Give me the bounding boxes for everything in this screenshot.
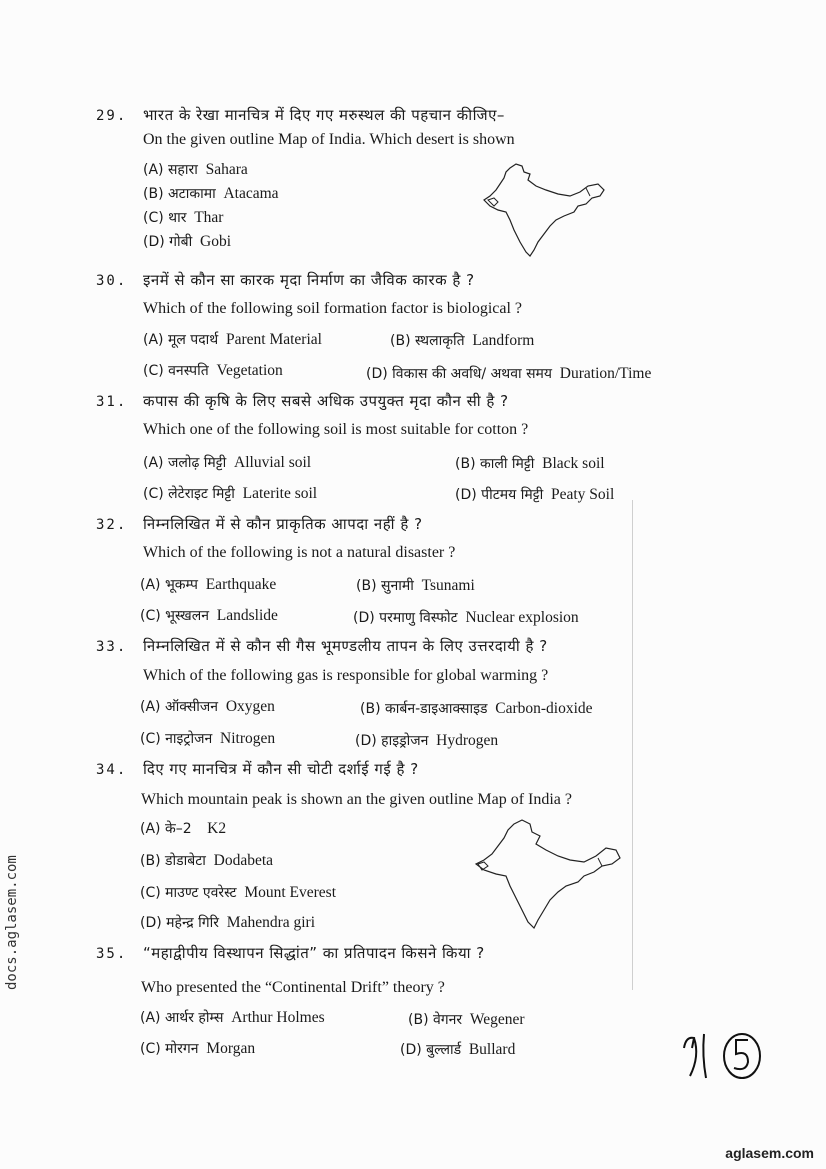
q34-option-c: (C) माउण्ट एवरेस्ट Mount Everest	[140, 884, 337, 901]
question-32-number: 32.	[96, 517, 128, 533]
question-34-hindi: दिए गए मानचित्र में कौन सी चोटी दर्शाई गई है ?	[143, 760, 419, 778]
question-33-english: Which of the following gas is responsible for global warming ?	[143, 667, 549, 684]
question-32-english: Which of the following is not a natural disaster ?	[143, 544, 456, 561]
question-30-english: Which of the following soil formation factor is biological ?	[143, 300, 523, 317]
scan-artifact-line	[632, 500, 633, 990]
q30-option-c: (C) वनस्पति Vegetation	[143, 362, 283, 379]
q31-option-a: (A) जलोढ़ मिट्टी Alluvial soil	[143, 454, 312, 471]
question-35-hindi: “महाद्वीपीय विस्थापन सिद्धांत” का प्रतिपादन किसने किया ?	[143, 944, 485, 962]
question-31-hindi: कपास की कृषि के लिए सबसे अधिक उपयुक्त मृदा कौन सी है ?	[143, 392, 509, 410]
question-30-hindi: इनमें से कौन सा कारक मृदा निर्माण का जैविक कारक है ?	[143, 271, 475, 289]
q29-option-c: (C) थार Thar	[143, 209, 224, 226]
q34-option-a: (A) के–2 K2	[140, 820, 227, 837]
question-29-number: 29.	[96, 108, 128, 124]
question-35-english: Who presented the “Continental Drift” theory ?	[141, 979, 445, 996]
question-31-english: Which one of the following soil is most suitable for cotton ?	[143, 421, 529, 438]
question-34-english: Which mountain peak is shown an the given outline Map of India ?	[141, 791, 573, 808]
q32-option-c: (C) भूस्खलन Landslide	[140, 607, 278, 624]
india-outline-map-peak	[470, 818, 630, 930]
question-32-hindi: निम्नलिखित में से कौन प्राकृतिक आपदा नहीं है ?	[143, 515, 423, 533]
q35-option-c: (C) मोरगन Morgan	[140, 1040, 256, 1057]
india-outline-map-desert	[480, 160, 625, 260]
q30-option-a: (A) मूल पदार्थ Parent Material	[143, 331, 322, 348]
q34-option-b: (B) डोडाबेटा Dodabeta	[140, 852, 274, 869]
q29-option-a: (A) सहारा Sahara	[143, 161, 248, 178]
q30-option-d: (D) विकास की अवधि/ अथवा समय Duration/Time	[366, 365, 652, 382]
q35-option-b: (B) वेगनर Wegener	[408, 1011, 525, 1028]
q32-option-b: (B) सुनामी Tsunami	[356, 577, 475, 594]
side-watermark: docs.aglasem.com	[4, 855, 20, 990]
question-31-number: 31.	[96, 394, 128, 410]
q33-option-c: (C) नाइट्रोजन Nitrogen	[140, 730, 276, 747]
question-33-hindi: निम्नलिखित में से कौन सी गैस भूमण्डलीय तापन के लिए उत्तरदायी है ?	[143, 637, 548, 655]
handwritten-page-mark	[678, 1026, 778, 1090]
q32-option-d: (D) परमाणु विस्फोट Nuclear explosion	[353, 609, 579, 626]
q35-option-a: (A) आर्थर होम्स Arthur Holmes	[140, 1009, 325, 1026]
question-35-number: 35.	[96, 946, 128, 962]
q33-option-a: (A) ऑक्सीजन Oxygen	[140, 698, 275, 715]
q31-option-c: (C) लेटेराइट मिट्टी Laterite soil	[143, 485, 318, 502]
question-34-number: 34.	[96, 762, 128, 778]
q29-option-d: (D) गोबी Gobi	[143, 233, 232, 250]
q31-option-d: (D) पीटमय मिट्टी Peaty Soil	[455, 486, 615, 503]
q31-option-b: (B) काली मिट्टी Black soil	[455, 455, 605, 472]
q33-option-b: (B) कार्बन-डाइआक्साइड Carbon-dioxide	[360, 700, 593, 717]
q33-option-d: (D) हाइड्रोजन Hydrogen	[355, 732, 499, 749]
footer-watermark: aglasem.com	[725, 1145, 814, 1161]
q34-option-d: (D) महेन्द्र गिरि Mahendra giri	[140, 914, 316, 931]
q32-option-a: (A) भूकम्प Earthquake	[140, 576, 277, 593]
question-29-hindi: भारत के रेखा मानचित्र में दिए गए मरुस्थल की पहचान कीजिए–	[143, 106, 505, 124]
question-30-number: 30.	[96, 273, 128, 289]
question-29-english: On the given outline Map of India. Which desert is shown	[143, 131, 515, 148]
q30-option-b: (B) स्थलाकृति Landform	[390, 332, 535, 349]
q29-option-b: (B) अटाकामा Atacama	[143, 185, 279, 202]
question-33-number: 33.	[96, 639, 128, 655]
q35-option-d: (D) बुल्लार्ड Bullard	[400, 1041, 516, 1058]
